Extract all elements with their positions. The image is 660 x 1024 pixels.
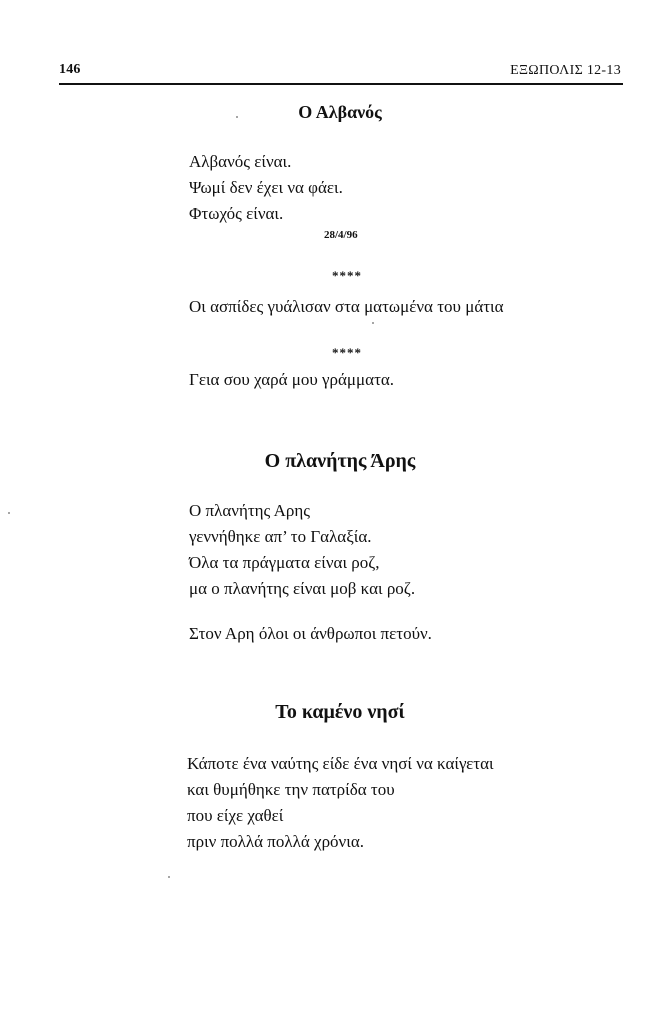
verse-line: πριν πολλά πολλά χρόνια. (187, 832, 364, 851)
verse-line: Ψωμί δεν έχει να φάει. (189, 178, 343, 197)
running-header (59, 62, 623, 82)
section-separator: **** (332, 268, 362, 283)
page-number: 146 (59, 62, 81, 77)
scan-speck (168, 876, 170, 878)
verse-line: και θυμήθηκε την πατρίδα του (187, 780, 395, 799)
verse-line: μα ο πλανήτης είναι μοβ και ροζ. (189, 579, 416, 598)
poem-geia-line: Γεια σου χαρά μου γράμματα. (189, 370, 395, 389)
poem-nisi-verse (187, 751, 494, 855)
poem-aris-verse (189, 498, 415, 602)
journal-issue-title: ΕΞΩΠΟΛΙΣ 12-13 (510, 63, 621, 78)
verse-line: Κάποτε ένα ναύτης είδε ένα νησί να καίγεται (187, 754, 494, 773)
verse-line: Όλα τα πράγματα είναι ροζ, (189, 553, 380, 572)
scan-speck (236, 116, 238, 118)
poem-aris-closing-line: Στον Αρη όλοι οι άνθρωποι πετούν. (189, 624, 432, 643)
scan-speck (8, 512, 10, 514)
poem-title-planitis-aris: Ο πλανήτης Άρης (264, 450, 416, 472)
poem-date: 28/4/96 (324, 229, 358, 241)
verse-line: Φτωχός είναι. (189, 204, 284, 223)
poem-title-kameno-nisi: Το καμένο νησί (275, 701, 405, 723)
poem-albanos-verse (189, 149, 343, 227)
header-rule (59, 83, 623, 85)
verse-line: Ο πλανήτης Αρης (189, 501, 310, 520)
poem-aspides-line: Οι ασπίδες γυάλισαν στα ματωμένα του μάτια (189, 297, 504, 316)
verse-line: γεννήθηκε απ’ το Γαλαξία. (189, 527, 372, 546)
verse-line: που είχε χαθεί (187, 806, 284, 825)
scan-speck (372, 322, 374, 324)
verse-line: Αλβανός είναι. (189, 152, 292, 171)
poem-title-albanos: Ο Αλβανός (298, 102, 382, 122)
section-separator: **** (332, 345, 362, 360)
